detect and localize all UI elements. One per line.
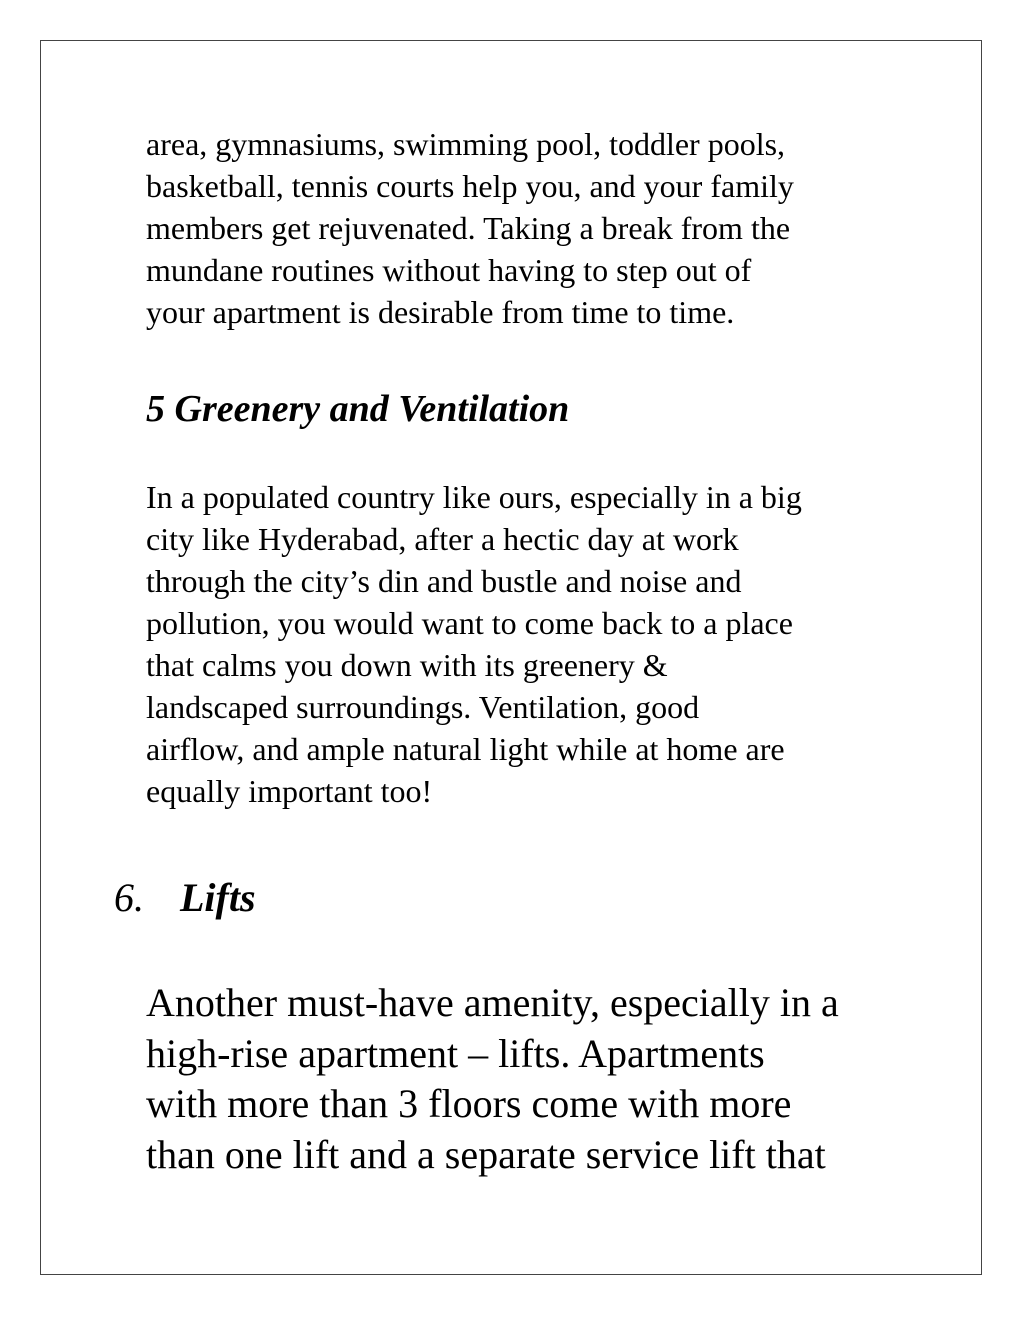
paragraph-amenities	[146, 123, 794, 333]
text-line: equally important too!	[146, 773, 433, 809]
text-line: through the city’s din and bustle and noise and	[146, 563, 742, 599]
text-line: members get rejuvenated. Taking a break from the	[146, 210, 791, 246]
text-line: area, gymnasiums, swimming pool, toddler pools,	[146, 126, 786, 162]
text-line: airflow, and ample natural light while at home are	[146, 731, 785, 767]
text-line: pollution, you would want to come back to a place	[146, 605, 793, 641]
text-line: In a populated country like ours, especially in a big	[146, 479, 802, 515]
text-line: high-rise apartment – lifts. Apartments	[146, 1030, 765, 1076]
text-line: with more than 3 floors come with more	[146, 1081, 792, 1126]
text-line: that calms you down with its greenery &	[146, 647, 668, 683]
section-number: 6.	[114, 875, 144, 920]
section-heading-greenery: 5 Greenery and Ventilation	[146, 388, 570, 430]
text-line: landscaped surroundings. Ventilation, good	[146, 689, 700, 725]
text-line: city like Hyderabad, after a hectic day at work	[146, 521, 739, 557]
text-line: your apartment is desirable from time to time.	[146, 294, 735, 330]
paragraph-lifts	[146, 978, 839, 1180]
paragraph-greenery	[146, 476, 802, 812]
text-line: Another must-have amenity, especially in a	[146, 980, 839, 1025]
text-line: than one lift and a separate service lift that	[146, 1131, 826, 1177]
section-heading-lifts	[114, 872, 256, 924]
section-title: Lifts	[180, 875, 256, 920]
text-line: basketball, tennis courts help you, and your family	[146, 168, 794, 204]
text-line: mundane routines without having to step out of	[146, 252, 752, 288]
